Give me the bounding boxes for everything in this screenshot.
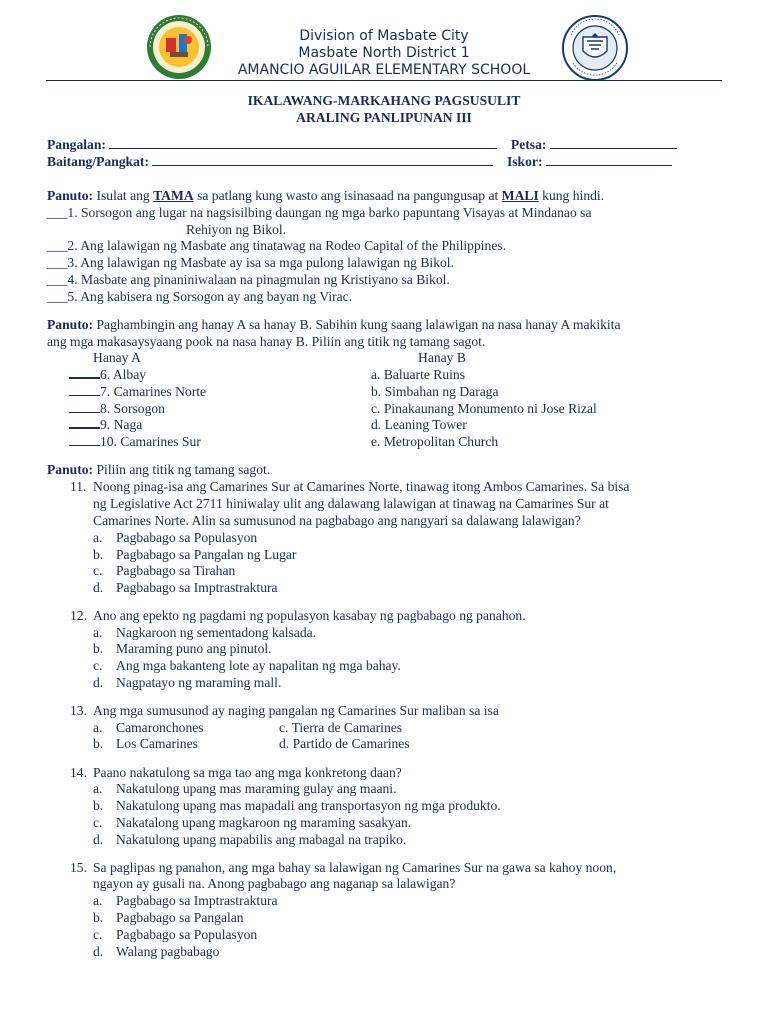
q11-text: Noong pinag-isa ang Camarines Sur at Camarines Norte, tinawag itong Ambos Camarines. Sa bisa <box>93 479 630 494</box>
choice-letter: d. <box>93 832 104 847</box>
tf-item-4[interactable]: ___4. Masbate ang pinaniniwalaan na pinagmulan ng Kristiyano sa Bikol. <box>47 272 450 287</box>
q12-choice-a[interactable]: Nagkaroon ng sementadong kalsada. <box>116 625 317 640</box>
q15-choice-b[interactable]: Pagbabago sa Pangalan <box>116 910 244 925</box>
district-name: Masbate North District 1 <box>298 45 470 61</box>
q11-number: 11. <box>70 479 87 494</box>
date-blank[interactable] <box>550 137 677 149</box>
hanay-b-option: b. Simbahan ng Daraga <box>371 384 499 399</box>
school-name: AMANCIO AGUILAR ELEMENTARY SCHOOL <box>237 62 531 78</box>
answer-blank[interactable] <box>69 401 100 413</box>
q15-number: 15. <box>70 860 87 875</box>
tf-item-1[interactable]: ___1. Sorsogon ang lugar na nagsisilbing daungan ng mga barko papuntang Visayas at Mindanao sa <box>47 205 592 220</box>
choice-letter: b. <box>93 736 104 751</box>
match-label: 6. Albay <box>100 367 147 382</box>
q12-text: Ano ang epekto ng pagdami ng populasyon kasabay ng pagbabago ng panahon. <box>93 608 526 623</box>
panuto-label: Panuto: <box>47 188 94 203</box>
name-label: Pangalan: <box>47 137 106 152</box>
hanay-b-option: a. Baluarte Ruins <box>371 367 466 382</box>
q13-number: 13. <box>70 703 87 718</box>
q12-choice-d[interactable]: Nagpatayo ng maraming mall. <box>116 675 282 690</box>
hanay-b-heading: Hanay B <box>418 350 466 365</box>
match-label: 10. Camarines Sur <box>100 434 201 449</box>
match-item-6[interactable] <box>69 367 146 384</box>
choice-letter: b. <box>93 910 104 925</box>
q14-choice-b[interactable]: Nakatulong upang mas mapadali ang transportasyon ng mga produkto. <box>116 798 501 813</box>
instr-text: sa patlang kung wasto ang isinasaad na pangungusap at <box>197 188 499 203</box>
instr-text: Piliin ang titik ng tamang sagot. <box>96 462 271 477</box>
answer-blank[interactable] <box>69 384 100 396</box>
q13-choice-d[interactable]: d. Partido de Camarines <box>279 736 410 751</box>
tf-item-2[interactable]: ___2. Ang lalawigan ng Masbate ang tinatawag na Rodeo Capital of the Philippines. <box>47 238 507 253</box>
match-label: 8. Sorsogon <box>100 401 165 416</box>
q11-choice-b[interactable]: Pagbabago sa Pangalan ng Lugar <box>116 547 297 562</box>
hanay-b-option: c. Pinakaunang Monumento ni Jose Rizal <box>371 401 597 416</box>
answer-blank[interactable] <box>69 367 100 379</box>
instr-text: kung hindi. <box>542 188 605 203</box>
choice-letter: a. <box>93 720 103 735</box>
mali-keyword: MALI <box>501 188 539 203</box>
q13-text: Ang mga sumusunod ay naging pangalan ng Camarines Sur maliban sa isa <box>93 703 499 718</box>
grade-label: Baitang/Pangkat: <box>47 154 149 169</box>
date-label: Petsa: <box>510 137 547 152</box>
instr-text: Isulat ang <box>96 188 150 203</box>
choice-letter: c. <box>93 658 103 673</box>
name-field <box>47 137 677 154</box>
tama-keyword: TAMA <box>153 188 194 203</box>
q15-choice-a[interactable]: Pagbabago sa Imptrastraktura <box>116 893 278 908</box>
choice-letter: a. <box>93 893 103 908</box>
choice-letter: c. <box>93 927 103 942</box>
instr-text: Paghambingin ang hanay A sa hanay B. Sabihin kung saang lalawigan na nasa hanay A makikita <box>96 317 621 332</box>
hanay-b-option: e. Metropolitan Church <box>371 434 499 449</box>
q15-choice-d[interactable]: Walang pagbabago <box>116 944 220 959</box>
division-name: Division of Masbate City <box>299 28 469 44</box>
part1-instruction <box>47 188 604 205</box>
q12-choice-b[interactable]: Maraming puno ang pinutol. <box>116 641 272 656</box>
exam-subject: ARALING PANLIPUNAN III <box>296 110 472 125</box>
grade-field <box>47 154 672 171</box>
q13-choice-a[interactable]: Camaronchones <box>116 720 204 735</box>
match-item-8[interactable] <box>69 401 165 418</box>
choice-letter: a. <box>93 781 103 796</box>
q15-text: ngayon ay gusali na. Anong pagbabago ang naganap sa lalawigan? <box>93 876 456 891</box>
q14-number: 14. <box>70 765 87 780</box>
q11-choice-c[interactable]: Pagbabago sa Tirahan <box>116 563 236 578</box>
choice-letter: b. <box>93 547 104 562</box>
part2-instruction <box>47 317 621 334</box>
q11-choice-a[interactable]: Pagbabago sa Populasyon <box>116 530 258 545</box>
q12-number: 12. <box>70 608 87 623</box>
q14-text: Paano nakatulong sa mga tao ang mga konkretong daan? <box>93 765 402 780</box>
q14-choice-c[interactable]: Nakatalong upang magkaroon ng maraming sasakyan. <box>116 815 412 830</box>
header-divider <box>46 80 722 81</box>
choice-letter: a. <box>93 530 103 545</box>
match-label: 9. Naga <box>100 417 143 432</box>
name-blank[interactable] <box>109 137 497 149</box>
exam-title: IKALAWANG-MARKAHANG PAGSUSULIT <box>247 93 521 108</box>
q13-choice-c[interactable]: c. Tierra de Camarines <box>279 720 403 735</box>
choice-letter: d. <box>93 580 104 595</box>
choice-letter: c. <box>93 815 103 830</box>
choice-letter: d. <box>93 944 104 959</box>
tf-item-3[interactable]: ___3. Ang lalawigan ng Masbate ay isa sa mga pulong lalawigan ng Bikol. <box>47 255 454 270</box>
hanay-a-heading: Hanay A <box>93 350 141 365</box>
grade-blank[interactable] <box>152 154 493 166</box>
q14-choice-d[interactable]: Nakatulong upang mapabilis ang mabagal na trapiko. <box>116 832 407 847</box>
match-item-9[interactable] <box>69 417 142 434</box>
choice-letter: b. <box>93 641 104 656</box>
choice-letter: b. <box>93 798 104 813</box>
panuto-label: Panuto: <box>47 462 94 477</box>
q11-choice-d[interactable]: Pagbabago sa Imptrastraktura <box>116 580 278 595</box>
choice-letter: d. <box>93 675 104 690</box>
part2-instruction-cont: ang mga makasaysyaang pook na nasa hanay B. Piliin ang titik ng tamang sagot. <box>47 334 486 349</box>
score-blank[interactable] <box>546 154 672 166</box>
choice-letter: a. <box>93 625 103 640</box>
q11-text: Camarines Norte. Alin sa sumusunod na pagbabago ang nangyari sa dalawang lalawigan? <box>93 513 581 528</box>
match-item-10[interactable] <box>69 434 201 451</box>
part3-instruction <box>47 462 270 479</box>
q13-choice-b[interactable]: Los Camarines <box>116 736 198 751</box>
q15-choice-c[interactable]: Pagbabago sa Populasyon <box>116 927 258 942</box>
panuto-label: Panuto: <box>47 317 94 332</box>
q15-text: Sa paglipas ng panahon, ang mga bahay sa lalawigan ng Camarines Sur na gawa sa kahoy noon, <box>93 860 617 875</box>
match-label: 7. Camarines Norte <box>100 384 207 399</box>
choice-letter: c. <box>93 563 103 578</box>
answer-blank[interactable] <box>69 434 100 446</box>
q12-choice-c[interactable]: Ang mga bakanteng lote ay napalitan ng mga bahay. <box>116 658 401 673</box>
hanay-b-option: d. Leaning Tower <box>371 417 467 432</box>
q11-text: ng Legislative Act 2711 hiniwalay ulit ang dalawang lalawigan at tinawag na Camarines Sur at <box>93 496 609 511</box>
score-label: Iskor: <box>506 154 543 169</box>
q14-choice-a[interactable]: Nakatulong upang mas maraming gulay ang maani. <box>116 781 397 796</box>
tf-item-1-cont: Rehiyon ng Bikol. <box>186 222 287 237</box>
tf-item-5[interactable]: ___5. Ang kabisera ng Sorsogon ay ang bayan ng Virac. <box>47 289 353 304</box>
match-item-7[interactable] <box>69 384 206 401</box>
answer-blank[interactable] <box>69 417 100 429</box>
